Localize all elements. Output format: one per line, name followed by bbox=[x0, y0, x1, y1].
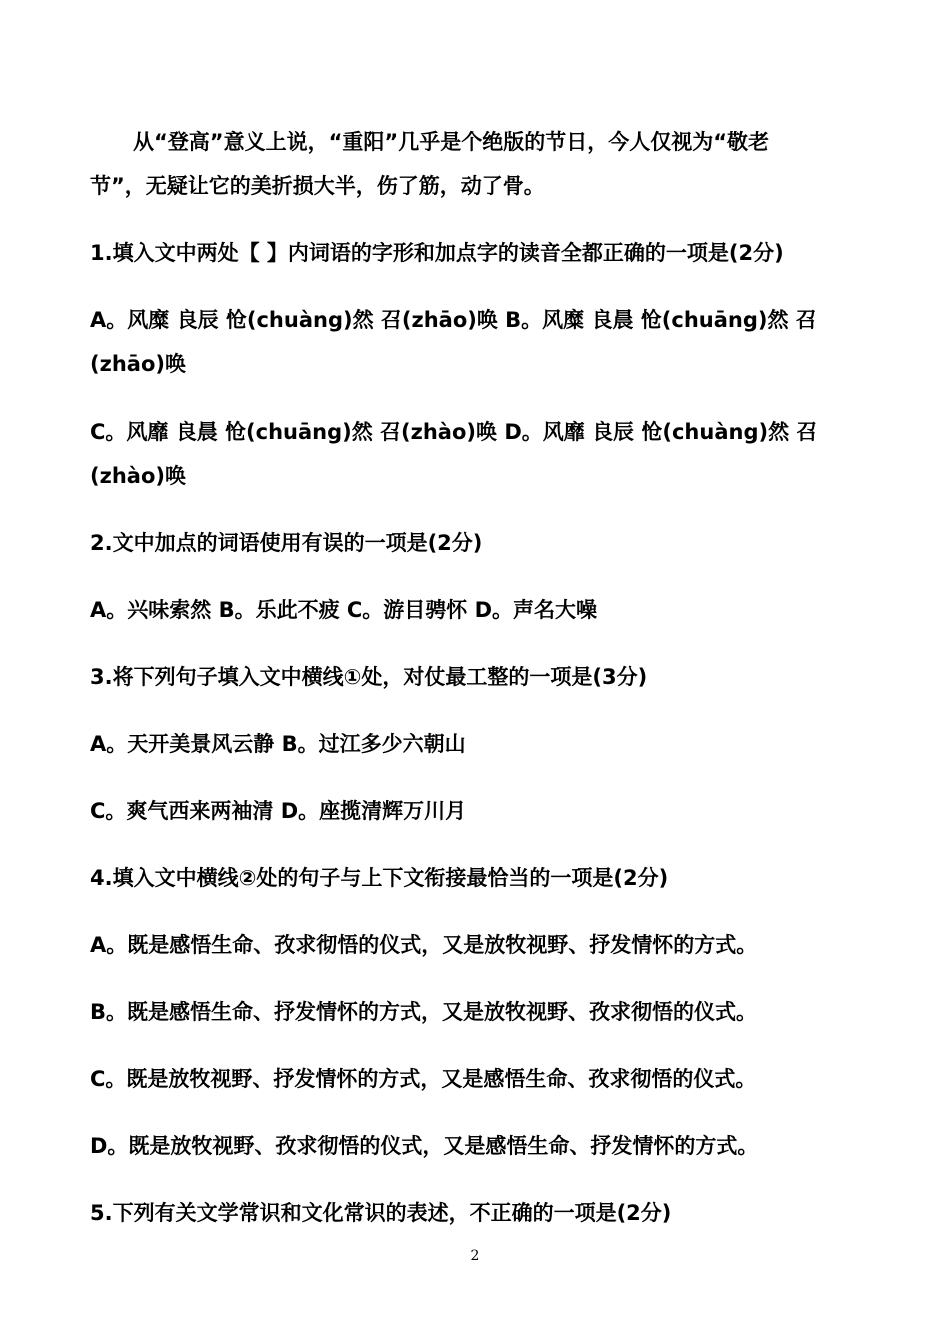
question-1-option-ab: A。风糜 良辰 怆(chuàng)然 召(zhāo)唤 B。风糜 良晨 怆(chuāng)然 召 bbox=[90, 308, 817, 332]
question-4-option-d: D。既是放牧视野、孜求彻悟的仪式，又是感悟生命、抒发情怀的方式。 bbox=[90, 1134, 759, 1158]
question-4-stem: 4.填入文中横线②处的句子与上下文衔接最恰当的一项是(2分) bbox=[90, 866, 669, 890]
question-4-option-a: A。既是感悟生命、孜求彻悟的仪式，又是放牧视野、抒发情怀的方式。 bbox=[90, 933, 758, 957]
question-1-option-cd: C。风靡 良晨 怆(chuāng)然 召(zhào)唤 D。风靡 良辰 怆(chuàng)然 召 bbox=[90, 420, 818, 444]
question-3-option-cd: C。爽气西来两袖清 D。座揽清辉万川月 bbox=[90, 799, 467, 823]
question-1-stem: 1.填入文中两处【 】内词语的字形和加点字的读音全都正确的一项是(2分) bbox=[90, 241, 784, 265]
passage-line-2: 节”，无疑让它的美折损大半，伤了筋，动了骨。 bbox=[90, 174, 545, 198]
question-5-stem: 5.下列有关文学常识和文化常识的表述，不正确的一项是(2分) bbox=[90, 1201, 672, 1225]
question-3-option-ab: A。天开美景风云静 B。过江多少六朝山 bbox=[90, 732, 466, 756]
question-2-stem: 2.文中加点的词语使用有误的一项是(2分) bbox=[90, 531, 483, 555]
question-3-stem: 3.将下列句子填入文中横线①处，对仗最工整的一项是(3分) bbox=[90, 665, 648, 689]
question-1-option-cd-cont: (zhào)唤 bbox=[90, 464, 186, 488]
passage-line-1: 从“登高”意义上说，“重阳”几乎是个绝版的节日，今人仅视为“敬老 bbox=[133, 130, 770, 154]
page-number: 2 bbox=[470, 1248, 480, 1264]
question-1-option-ab-cont: (zhāo)唤 bbox=[90, 352, 186, 376]
question-4-option-b: B。既是感悟生命、抒发情怀的方式，又是放牧视野、孜求彻悟的仪式。 bbox=[90, 1000, 758, 1024]
question-4-option-c: C。既是放牧视野、抒发情怀的方式，又是感悟生命、孜求彻悟的仪式。 bbox=[90, 1067, 757, 1091]
question-2-options: A。兴味索然 B。乐此不疲 C。游目骋怀 D。声名大噪 bbox=[90, 598, 598, 622]
